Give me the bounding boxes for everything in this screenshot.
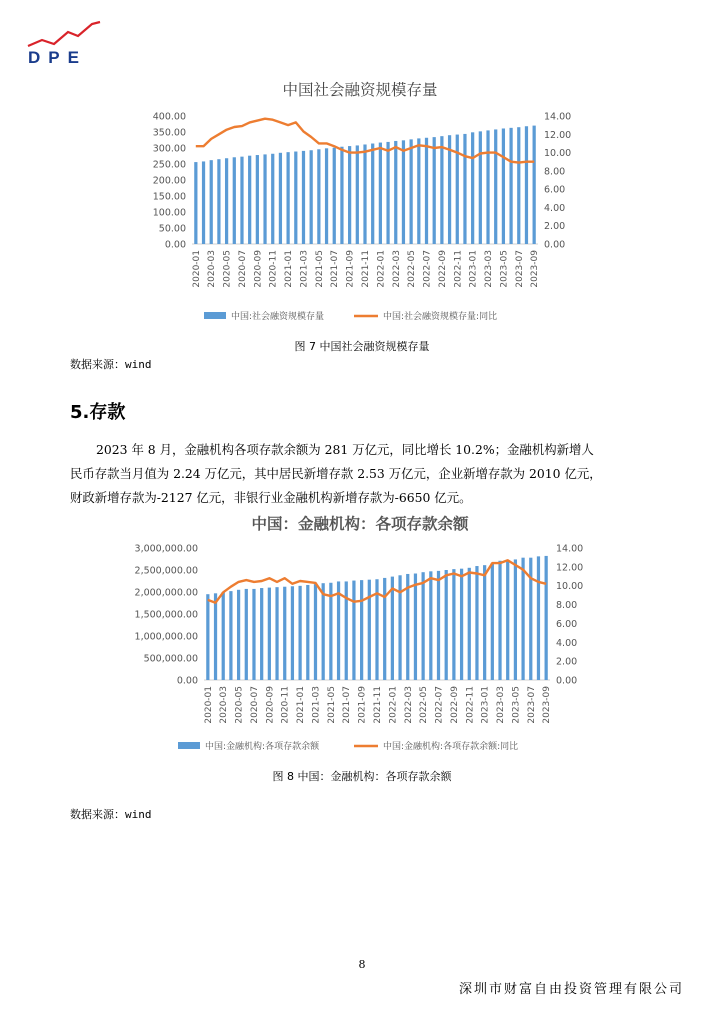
y-right-tick-label: 2.00: [544, 221, 566, 233]
page-number: 8: [358, 958, 366, 971]
bar-2021-03: [302, 151, 305, 244]
bar-2021-10: [368, 580, 371, 680]
legend-swatch-bar: [204, 312, 226, 319]
bar-2022-09: [440, 136, 443, 244]
x-tick-label: 2022-07: [434, 686, 445, 724]
bar-2023-01: [483, 565, 486, 680]
y-left-tick-label: 100.00: [152, 207, 186, 219]
x-tick-label: 2020-09: [253, 250, 264, 288]
x-tick-label: 2021-01: [296, 686, 307, 724]
bar-2021-02: [306, 585, 309, 680]
y-left-tick-label: 350.00: [152, 127, 186, 139]
x-tick-label: 2021-09: [345, 250, 356, 288]
bar-2021-06: [337, 581, 340, 680]
bar-2020-03: [222, 592, 225, 680]
y-left-tick-label: 200.00: [152, 175, 186, 187]
bar-2022-08: [433, 137, 436, 244]
x-tick-label: 2022-05: [407, 250, 418, 288]
x-tick-label: 2023-01: [468, 250, 479, 288]
x-tick-label: 2022-03: [391, 250, 402, 288]
bar-2022-03: [406, 574, 409, 680]
bar-2023-02: [491, 563, 494, 680]
x-tick-label: 2023-01: [480, 686, 491, 724]
y-right-tick-label: 6.00: [544, 184, 566, 196]
bar-2020-10: [275, 587, 278, 680]
logo-text: DPE: [28, 48, 87, 67]
legend-label-line: 中国:金融机构:各项存款余额:同比: [383, 742, 519, 752]
bar-2020-06: [233, 157, 236, 244]
x-tick-label: 2020-09: [265, 686, 276, 724]
y-left-tick-label: 2,000,000.00: [134, 587, 198, 599]
bar-2021-01: [298, 586, 301, 680]
y-left-tick-label: 1,000,000.00: [134, 631, 198, 643]
x-tick-label: 2020-01: [191, 250, 202, 288]
bar-2020-12: [291, 586, 294, 680]
figure8-chart-title: 中国：金融机构：各项存款余额: [251, 514, 469, 533]
x-tick-label: 2022-09: [437, 250, 448, 288]
x-tick-label: 2023-03: [496, 686, 507, 724]
section-paragraph: [70, 438, 655, 510]
y-left-tick-label: 500,000.00: [143, 653, 198, 665]
bar-2023-09: [545, 556, 548, 680]
bar-2020-05: [237, 590, 240, 680]
y-left-tick-label: 50.00: [158, 223, 186, 235]
figure7-source: 数据来源：wind: [70, 358, 152, 371]
paragraph-line: 民币存款当月值为 2.24 万亿元，其中居民新增存款 2.53 万亿元，企业新增存款为 2010 亿元，: [70, 466, 602, 481]
bar-2023-04: [506, 560, 509, 680]
bar-2020-02: [214, 593, 217, 680]
bar-2023-03: [498, 561, 501, 680]
x-tick-label: 2023-07: [526, 686, 537, 724]
y-left-tick-label: 0.00: [176, 675, 198, 687]
y-right-tick-label: 4.00: [544, 202, 566, 214]
bar-2021-03: [314, 584, 317, 680]
bar-2021-10: [356, 145, 359, 244]
x-tick-label: 2021-09: [357, 686, 368, 724]
bar-2021-02: [294, 152, 297, 244]
paragraph-line: 财政新增存款为-2127 亿元，非银行业金融机构新增存款为-6650 亿元。: [70, 490, 472, 505]
x-tick-label: 2022-03: [403, 686, 414, 724]
x-tick-label: 2023-05: [499, 250, 510, 288]
y-left-tick-label: 1,500,000.00: [134, 609, 198, 621]
bar-2022-04: [414, 574, 417, 680]
bar-2022-07: [437, 571, 440, 680]
x-tick-label: 2023-09: [542, 686, 553, 724]
bar-2020-11: [283, 587, 286, 680]
figure8-source: 数据来源：wind: [70, 808, 152, 821]
bar-2021-05: [317, 149, 320, 244]
y-right-tick-label: 12.00: [544, 129, 572, 141]
bar-2021-05: [329, 583, 332, 680]
bar-2020-04: [229, 591, 232, 680]
bar-2021-04: [310, 150, 313, 244]
figure8-caption: 图 8 中国：金融机构：各项存款余额: [272, 770, 452, 783]
bar-2020-12: [279, 153, 282, 244]
y-right-tick-label: 0.00: [556, 675, 578, 687]
bar-2021-08: [352, 581, 355, 680]
x-tick-label: 2021-01: [284, 250, 295, 288]
y-right-tick-label: 4.00: [556, 637, 578, 649]
y-left-tick-label: 300.00: [152, 143, 186, 155]
bar-2023-05: [514, 559, 517, 680]
bar-2022-12: [475, 566, 478, 680]
y-left-tick-label: 400.00: [152, 111, 186, 123]
bar-2021-11: [363, 144, 366, 244]
bar-2023-02: [479, 131, 482, 244]
bar-2022-05: [410, 139, 413, 244]
x-tick-label: 2020-05: [234, 686, 245, 724]
bar-2022-06: [417, 138, 420, 244]
bar-2022-05: [422, 572, 425, 680]
bar-2021-09: [360, 580, 363, 680]
bar-2022-03: [394, 141, 397, 244]
bar-2020-04: [217, 159, 220, 244]
bar-2022-01: [379, 143, 382, 244]
bar-2021-01: [286, 152, 289, 244]
bar-2022-01: [391, 577, 394, 680]
y-left-tick-label: 150.00: [152, 191, 186, 203]
paragraph-line: 2023 年 8 月，金融机构各项存款余额为 281 万亿元，同比增长 10.2%；金融机构新增人: [96, 442, 594, 457]
figure8-chart: [130, 534, 600, 759]
y-right-tick-label: 14.00: [556, 543, 584, 555]
bar-2021-09: [348, 146, 351, 244]
x-tick-label: 2020-03: [219, 686, 230, 724]
x-tick-label: 2020-01: [203, 686, 214, 724]
x-tick-label: 2020-05: [222, 250, 233, 288]
bar-2023-01: [471, 132, 474, 244]
x-tick-label: 2023-05: [511, 686, 522, 724]
bar-2020-06: [245, 589, 248, 680]
bar-2020-07: [252, 589, 255, 680]
x-tick-label: 2021-07: [330, 250, 341, 288]
x-tick-label: 2020-07: [249, 686, 260, 724]
x-tick-label: 2021-05: [326, 686, 337, 724]
figure7-chart-title: 中国社会融资规模存量: [282, 81, 438, 99]
bar-2021-04: [322, 583, 325, 680]
bar-2020-09: [256, 155, 259, 244]
bar-2022-04: [402, 140, 405, 244]
bar-2023-03: [486, 130, 489, 244]
legend-label-line: 中国:社会融资规模存量:同比: [383, 312, 498, 322]
x-tick-label: 2020-11: [268, 250, 279, 288]
bar-2022-12: [463, 134, 466, 244]
bar-2021-07: [333, 148, 336, 244]
bar-2022-02: [386, 142, 389, 244]
bar-2022-10: [460, 569, 463, 680]
bar-2022-06: [429, 571, 432, 680]
bar-2023-04: [494, 129, 497, 244]
legend-swatch-bar: [178, 742, 200, 749]
x-tick-label: 2023-07: [514, 250, 525, 288]
bar-2023-08: [537, 556, 540, 680]
bar-2022-10: [448, 135, 451, 244]
x-tick-label: 2021-05: [314, 250, 325, 288]
bar-2020-01: [194, 162, 197, 244]
y-left-tick-label: 250.00: [152, 159, 186, 171]
x-tick-label: 2022-11: [465, 686, 476, 724]
bar-2022-08: [445, 570, 448, 680]
y-right-tick-label: 12.00: [556, 562, 584, 574]
bar-2023-09: [533, 126, 536, 244]
figure7-caption: 图 7 中国社会融资规模存量: [294, 340, 430, 353]
y-right-tick-label: 6.00: [556, 618, 578, 630]
bar-2020-03: [210, 160, 213, 244]
bar-2023-06: [509, 128, 512, 244]
bar-2020-08: [260, 588, 263, 680]
bar-2021-06: [325, 148, 328, 244]
bar-2020-01: [206, 594, 209, 680]
y-left-tick-label: 0.00: [164, 239, 186, 251]
bar-2020-10: [263, 154, 266, 244]
y-right-tick-label: 8.00: [544, 166, 566, 178]
bar-2021-08: [340, 147, 343, 244]
section-heading: 5.存款: [70, 402, 126, 423]
bar-2020-07: [240, 157, 243, 244]
x-tick-label: 2020-03: [207, 250, 218, 288]
x-tick-label: 2022-09: [449, 686, 460, 724]
bar-2023-05: [502, 128, 505, 244]
bar-2022-11: [468, 568, 471, 680]
y-right-tick-label: 10.00: [556, 581, 584, 593]
y-right-tick-label: 0.00: [544, 239, 566, 251]
legend-label-bar: 中国:金融机构:各项存款余额: [205, 742, 320, 752]
x-tick-label: 2022-01: [376, 250, 387, 288]
bar-2022-07: [425, 138, 428, 244]
bar-2021-12: [383, 578, 386, 680]
x-tick-label: 2022-07: [422, 250, 433, 288]
y-right-tick-label: 10.00: [544, 148, 572, 160]
x-tick-label: 2022-11: [453, 250, 464, 288]
x-tick-label: 2022-01: [388, 686, 399, 724]
y-left-tick-label: 3,000,000.00: [134, 543, 198, 555]
x-tick-label: 2021-03: [311, 686, 322, 724]
y-left-tick-label: 2,500,000.00: [134, 565, 198, 577]
bar-2023-07: [517, 127, 520, 244]
bar-2020-02: [202, 161, 205, 244]
y-right-tick-label: 8.00: [556, 600, 578, 612]
bar-2021-12: [371, 144, 374, 244]
x-tick-label: 2023-03: [484, 250, 495, 288]
x-tick-label: 2021-03: [299, 250, 310, 288]
x-tick-label: 2020-11: [280, 686, 291, 724]
y-right-tick-label: 2.00: [556, 656, 578, 668]
x-tick-label: 2023-09: [530, 250, 541, 288]
bar-2020-08: [248, 156, 251, 244]
bar-2023-06: [521, 558, 524, 680]
x-tick-label: 2021-07: [342, 686, 353, 724]
x-tick-label: 2022-05: [419, 686, 430, 724]
figure7-chart: [130, 100, 590, 330]
bar-2020-09: [268, 588, 271, 680]
bar-2020-11: [271, 154, 274, 244]
bar-2022-09: [452, 569, 455, 680]
y-right-tick-label: 14.00: [544, 111, 572, 123]
legend-label-bar: 中国:社会融资规模存量: [231, 312, 325, 322]
bar-2023-08: [525, 126, 528, 244]
bar-2020-05: [225, 158, 228, 244]
x-tick-label: 2021-11: [373, 686, 383, 724]
x-tick-label: 2020-07: [237, 250, 248, 288]
company-name: 深圳市财富自由投资管理有限公司: [458, 982, 684, 997]
x-tick-label: 2021-11: [361, 250, 371, 288]
